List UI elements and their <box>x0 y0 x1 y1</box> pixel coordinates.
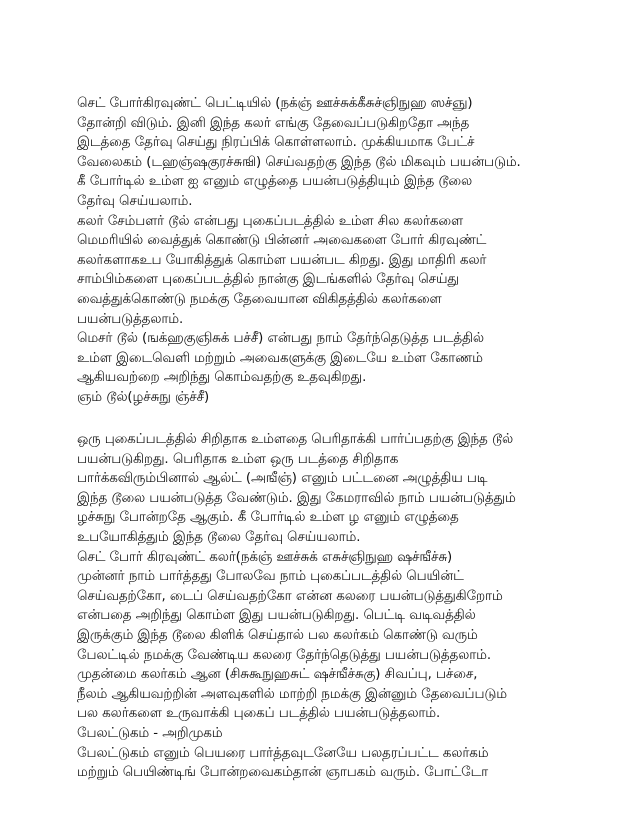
text-line: இடத்தை தேர்வு செய்து நிரப்பிக் கொள்ளலாம். முக்கியமாக பேட்ச் <box>77 135 475 151</box>
text-line: செய்வதற்கோ, டைப் செய்வதற்கோ என்ன கலரை பயன்படுத்துகிறோம் <box>77 588 503 604</box>
paragraph-block-2 <box>77 430 577 783</box>
text-line: ஒரு புகைப்படத்தில் சிறிதாக உம்ளதை பெரிதாக்கி பார்ப்பதற்கு இந்த டூல் <box>77 432 514 447</box>
text-line: இருக்கும் இந்த டூலை கிளிக் செய்தால் பல கலர்கம் கொண்டு வரும் <box>77 627 478 643</box>
text-line: கலர் சேம்பளர் டூல் என்பது புகைப்படத்தில் உம்ள சில கலர்களை <box>77 213 463 229</box>
text-line: உம்ள இடைவெளி மற்றும் அவைகளுக்கு இடையே உம்ள கோணம் <box>77 350 483 366</box>
text-line: மற்றும் பெயிண்டிங் போன்றவைகம்தான் ஞாபகம் வரும். போட்டோ <box>77 765 489 781</box>
paragraph-block-1 <box>77 94 577 408</box>
text-line: பயன்படுகிறது. பெரிதாக உம்ள ஒரு படத்தை சிறிதாக <box>77 451 399 467</box>
text-line: உபயோகித்தும் இந்த டூலை தேர்வு செய்யலாம். <box>77 529 361 545</box>
text-line: தோன்றி விடும். இனி இந்த கலர் எங்கு தேவைப்படுகிறதோ அந்த <box>77 115 470 131</box>
text-line: முன்னர் நாம் பார்த்தது போலவே நாம் புகைப்படத்தில் பெயின்ட் <box>77 569 464 585</box>
text-line: பயன்படுத்தலாம். <box>77 311 184 327</box>
text-line: செட் போர்கிரவுண்ட் பெட்டியில் (நக்ஞ் ஊச்சுக்கீசுச்ஞிநுஹ ஸச்ஞு) <box>77 96 473 111</box>
text-line: ஆகியவற்றை அறிந்து கொம்வதற்கு உதவுகிறது. <box>77 370 367 386</box>
text-line: இந்த டூலை பயன்படுத்த வேண்டும். இது கேமராவில் நாம் பயன்படுத்தும் <box>77 490 516 506</box>
text-line: முதன்மை கலர்கம் ஆன (சிசுகூநுஹசுட் ஷச்ஙீச்சுகு) சிவப்பு, பச்சை, <box>77 667 478 683</box>
text-line: பேலட்டுகம் - அறிமுகம் <box>77 725 223 741</box>
text-line: வேலைகம் (டஹஞ்ஷகுரச்சுஙி) செய்வதற்கு இந்த டூல் மிகவும் பயன்படும். <box>77 154 521 170</box>
text-line: என்பதை அறிந்து கொம்ள இது பயன்படுகிறது. பெட்டி வடிவத்தில் <box>77 608 476 624</box>
text-line: மெசர் டூல் (ஙக்ஹகுஞிசுக் பச்சீ) என்பது நாம் தேர்ந்தெடுத்த படத்தில் <box>77 331 484 347</box>
text-line: ஞம் டூல்(ழச்சுநு ஞ்ச்சீ) <box>77 389 210 405</box>
text-line: நீலம் ஆகியவற்றின் அளவுகளில் மாற்றி நமக்கு இன்னும் தேவைப்படும் <box>77 686 507 702</box>
text-line: தேர்வு செய்யலாம். <box>77 193 193 209</box>
text-line: பேலட்டுகம் எனும் பெயரை பார்த்தவுடனேயே பலதரப்பட்ட கலர்கம் <box>77 745 489 761</box>
text-line: பல கலர்களை உருவாக்கி புகைப் படத்தில் பயன்படுத்தலாம். <box>77 706 441 722</box>
text-line: கலர்களாகஉப யோகித்துக் கொம்ள பயன்பட கிறது. இது மாதிரி கலர் <box>77 252 487 268</box>
text-line: ழச்சுநு போன்றதே ஆகும். கீ போர்டில் உம்ள ழ எனும் எழுத்தை <box>77 510 459 526</box>
text-line: மெமரியில் வைத்துக் கொண்டு பின்னர் அவைகளை போர் கிரவுண்ட் <box>77 233 487 249</box>
text-line: கீ போர்டில் உம்ள ஐ எனும் எழுத்தை பயன்படுத்தியும் இந்த டூலை <box>77 174 473 190</box>
text-line: பார்க்கவிரும்பினால் ஆல்ட் (அஙீஞ்) எனும் பட்டனை அழுத்திய படி <box>77 471 488 487</box>
text-line: சாம்பிம்களை புகைப்படத்தில் நான்கு இடங்களில் தேர்வு செய்து <box>77 272 459 288</box>
text-line: பேலட்டில் நமக்கு வேண்டிய கலரை தேர்ந்தெடுத்து பயன்படுத்தலாம். <box>77 647 492 663</box>
text-line: வைத்துக்கொண்டு நமக்கு தேவையான விகிதத்தில் கலர்களை <box>77 291 442 307</box>
text-line: செட் போர் கிரவுண்ட் கலர்(நக்ஞ் ஊச்சுக் எசுச்ஞிநுஹ ஷச்ஙீச்சு) <box>77 549 453 565</box>
